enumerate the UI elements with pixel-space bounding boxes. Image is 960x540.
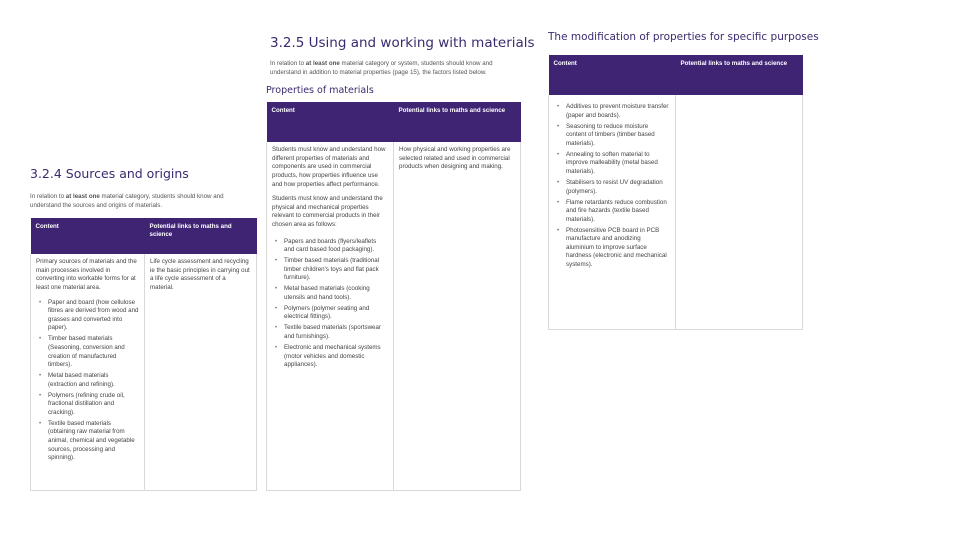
section-sources-origins bbox=[30, 166, 256, 491]
section-intro: In relation to at least one material category or system, students should know and understand in addition to material properties (page 15), the factors listed below. bbox=[270, 60, 493, 76]
header-links: Potential links to maths and science bbox=[676, 55, 803, 95]
header-content: Content bbox=[549, 55, 676, 95]
list-item: • Textile based materials (sportswear and furnishings). bbox=[272, 324, 388, 341]
modification-table bbox=[548, 55, 803, 330]
list-item: • Photosensitive PCB board in PCB manufacture and anodizing aluminium to improve surface hardness (electronic and mechanical systems). bbox=[554, 227, 670, 270]
content-paragraph: Primary sources of materials and the main processes involved in converting into workable forms for at least one material area. bbox=[36, 258, 137, 291]
table-row bbox=[267, 142, 521, 490]
sources-table bbox=[30, 218, 257, 491]
content-paragraph: Students must know and understand the physical and mechanical properties relevant to commercial products in their chosen area as follows: bbox=[272, 195, 383, 228]
header-links: Potential links to maths and science bbox=[394, 102, 521, 142]
content-cell bbox=[267, 142, 394, 490]
section-title: 3.2.4 Sources and origins bbox=[30, 166, 189, 181]
list-item: • Metal based materials (cooking utensils and hand tools). bbox=[272, 285, 388, 302]
content-cell bbox=[31, 254, 145, 490]
table-row bbox=[549, 95, 803, 329]
list-item: • Electronic and mechanical systems (motor vehicles and domestic appliances). bbox=[272, 344, 388, 370]
list-item: • Papers and boards (flyers/leaflets and card based food packaging). bbox=[272, 238, 388, 255]
header-links: Potential links to maths and science bbox=[145, 218, 257, 254]
properties-table bbox=[266, 102, 521, 491]
content-list bbox=[36, 299, 139, 463]
list-item: • Seasoning to reduce moisture content of timbers (timber based materials). bbox=[554, 123, 670, 149]
links-cell: How physical and working properties are selected related and used in commercial products when designing and making. bbox=[394, 142, 521, 490]
section-intro: In relation to at least one material category, students should know and understand the sources and origins of materials. bbox=[30, 193, 224, 209]
content-list bbox=[554, 103, 670, 270]
header-content: Content bbox=[31, 218, 145, 254]
list-item: • Additives to prevent moisture transfer (paper and boards). bbox=[554, 103, 670, 120]
list-item: • Annealing to soften material to improve malleability (metal based materials). bbox=[554, 151, 670, 177]
section-using-materials bbox=[266, 35, 535, 491]
section-subtitle: Properties of materials bbox=[266, 85, 374, 97]
section-title: 3.2.5 Using and working with materials bbox=[270, 35, 535, 51]
section-title: The modification of properties for specific purposes bbox=[548, 31, 819, 43]
list-item: • Timber based materials (traditional timber children's toys and flat pack furniture). bbox=[272, 257, 388, 283]
table-row bbox=[31, 254, 257, 490]
list-item: • Polymers (polymer seating and electrical fittings). bbox=[272, 305, 388, 322]
header-content: Content bbox=[267, 102, 394, 142]
list-item: • Timber based materials (Seasoning, conversion and creation of manufactured timbers). bbox=[36, 335, 139, 369]
content-paragraph: Students must know and understand how different properties of materials and components are used in commercial products, how properties influence use and how properties affect performance. bbox=[272, 146, 386, 188]
list-item: • Metal based materials (extraction and refining). bbox=[36, 372, 139, 389]
links-cell bbox=[676, 95, 803, 329]
section-modification bbox=[548, 31, 819, 330]
links-cell: Life cycle assessment and recycling ie the basic principles in carrying out a life cycle assessment of a material. bbox=[145, 254, 257, 490]
list-item: • Polymers (refining crude oil, fractional distillation and cracking). bbox=[36, 392, 139, 418]
list-item: • Textile based materials (obtaining raw material from animal, chemical and vegetable sources, processing and spinning). bbox=[36, 420, 139, 463]
list-item: • Stabilisers to resist UV degradation (polymers). bbox=[554, 179, 670, 196]
list-item: • Paper and board (how cellulose fibres are derived from wood and grasses and converted into paper). bbox=[36, 299, 139, 333]
content-list bbox=[272, 238, 388, 370]
content-cell bbox=[549, 95, 676, 329]
list-item: • Flame retardants reduce combustion and fire hazards (textile based materials). bbox=[554, 199, 670, 225]
